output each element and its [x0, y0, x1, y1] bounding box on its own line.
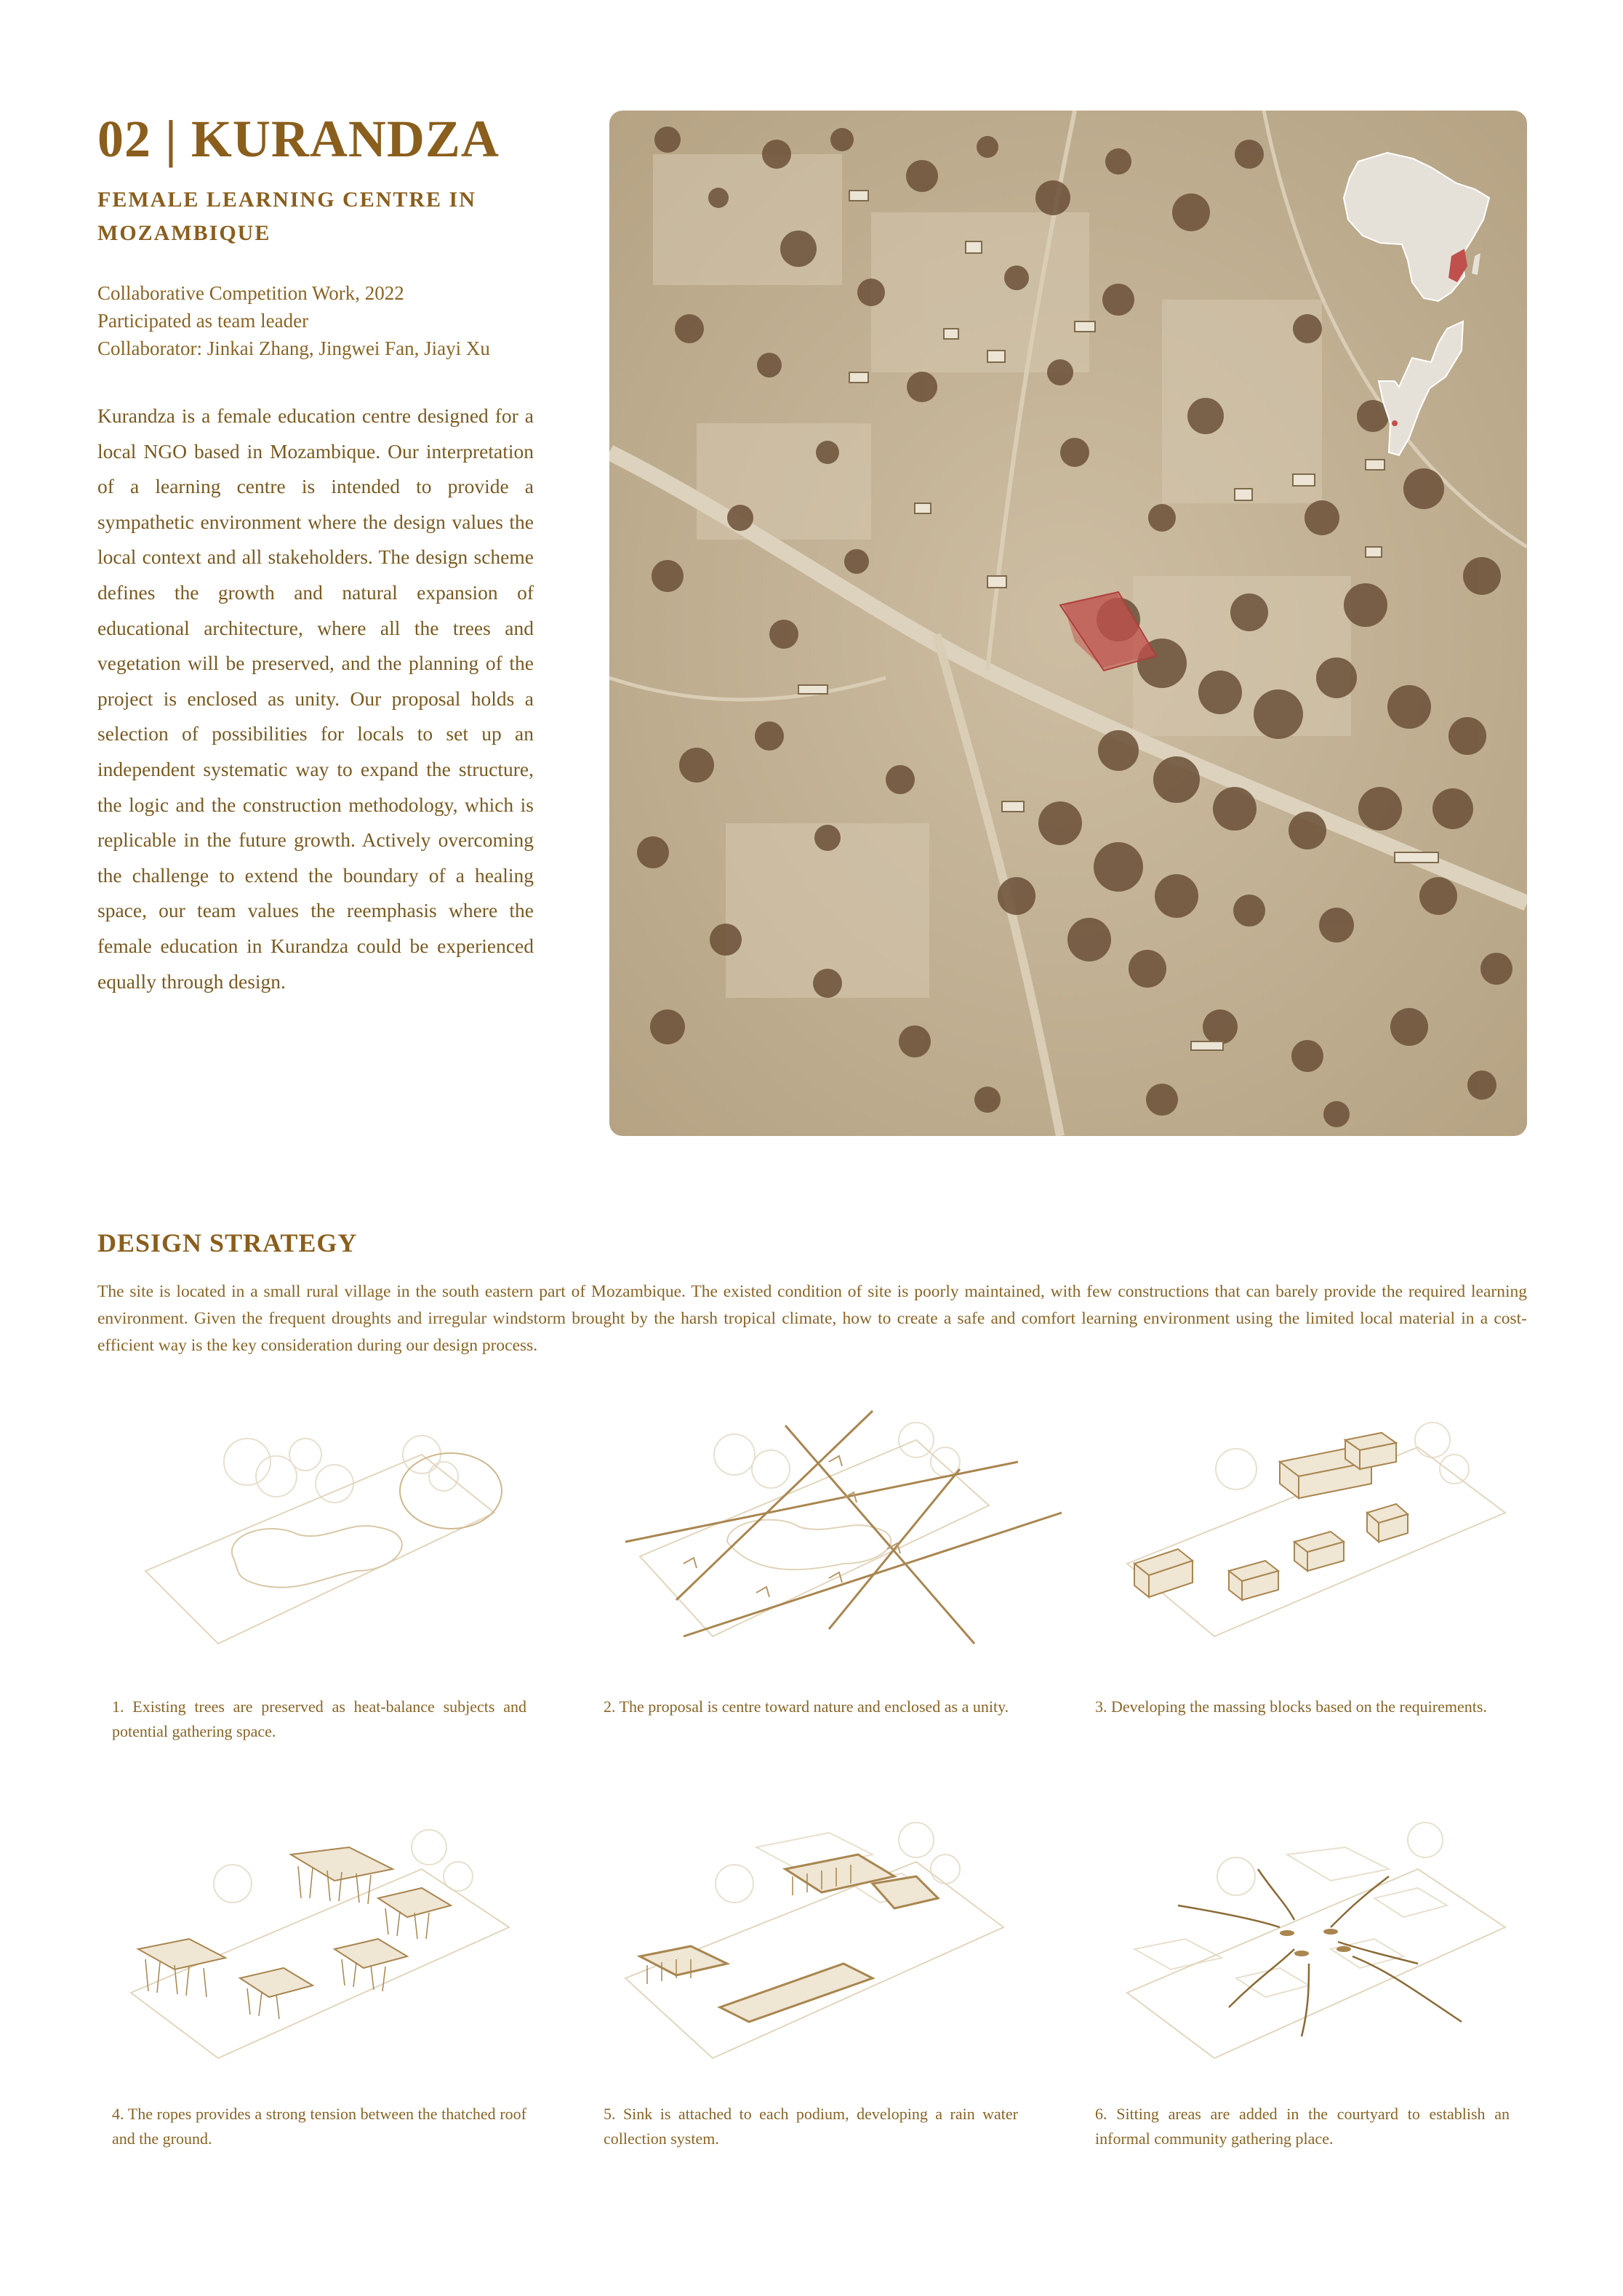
- aerial-site-illustration: [609, 111, 1527, 1136]
- diagram-step-1: [116, 1396, 582, 1673]
- section-heading: DESIGN STRATEGY: [97, 1228, 358, 1257]
- step-3-caption: 3. Developing the massing blocks based on the requirements.: [1095, 1697, 1487, 1716]
- step-1-caption: 1. Existing trees are preserved as heat-balance subjects and potential gathering space.: [112, 1697, 526, 1740]
- credit-line-role: Participated as team leader: [97, 310, 309, 332]
- diagram-step-3: [1113, 1396, 1578, 1673]
- step-5-caption: 5. Sink is attached to each podium, developing a rain water collection system.: [604, 2105, 1018, 2148]
- massing-blocks: [1134, 1433, 1408, 1600]
- page-subtitle: FEMALE LEARNING CENTRE IN MOZAMBIQUE: [97, 188, 476, 245]
- diagram-step-4: [116, 1804, 582, 2080]
- diagram-step-6: [1113, 1804, 1578, 2080]
- project-description: Kurandza is a female education centre designed for a local NGO based in Mozambique. Our interpretation of a learning centre is intended to provide a sympathetic environment where the design values the local context and all stakeholders. The design scheme defines the growth and natural expansion of educational architecture, where all the trees and vegetation will be preserved, and the planning of the project is enclosed as unity. Our proposal holds a selection of possibilities for locals to set up an independent systematic way to expand the structure, the logic and the construction methodology, which is replicable in the future growth. Actively overcoming the challenge to extend the boundary of a healing space, our team values the reemphasis where the female education in Kurandza could be experienced equally through design.: [97, 404, 534, 993]
- diagram-step-2: [611, 1396, 1076, 1673]
- strategy-description: The site is located in a small rural village in the south eastern part of Mozambique. The existed condition of site is poorly maintained, with few constructions that can barely provide the required learning environment. Given the frequent droughts and irregular windstorm brought by the harsh tropical climate, how to create a safe and comfort learning environment using the limited local material in a cost-efficient way is the key consideration during our design process.: [97, 1282, 1527, 1355]
- step-6-caption: 6. Sitting areas are added in the courtyard to establish an informal community gathering place.: [1095, 2105, 1510, 2148]
- page-title: 02 | KURANDZA: [97, 110, 500, 168]
- step-2-caption: 2. The proposal is centre toward nature and enclosed as a unity.: [604, 1697, 1009, 1716]
- diagram-step-5: [611, 1804, 1076, 2080]
- step-4-caption: 4. The ropes provides a strong tension between the thatched roof and the ground.: [112, 2105, 526, 2148]
- credit-line-type: Collaborative Competition Work, 2022: [97, 282, 404, 304]
- podiums: [640, 1855, 938, 2022]
- credit-line-collaborators: Collaborator: Jinkai Zhang, Jingwei Fan, Jiayi Xu: [97, 337, 490, 359]
- project-credits: [97, 279, 563, 362]
- aerial-site-image: [609, 111, 1527, 1136]
